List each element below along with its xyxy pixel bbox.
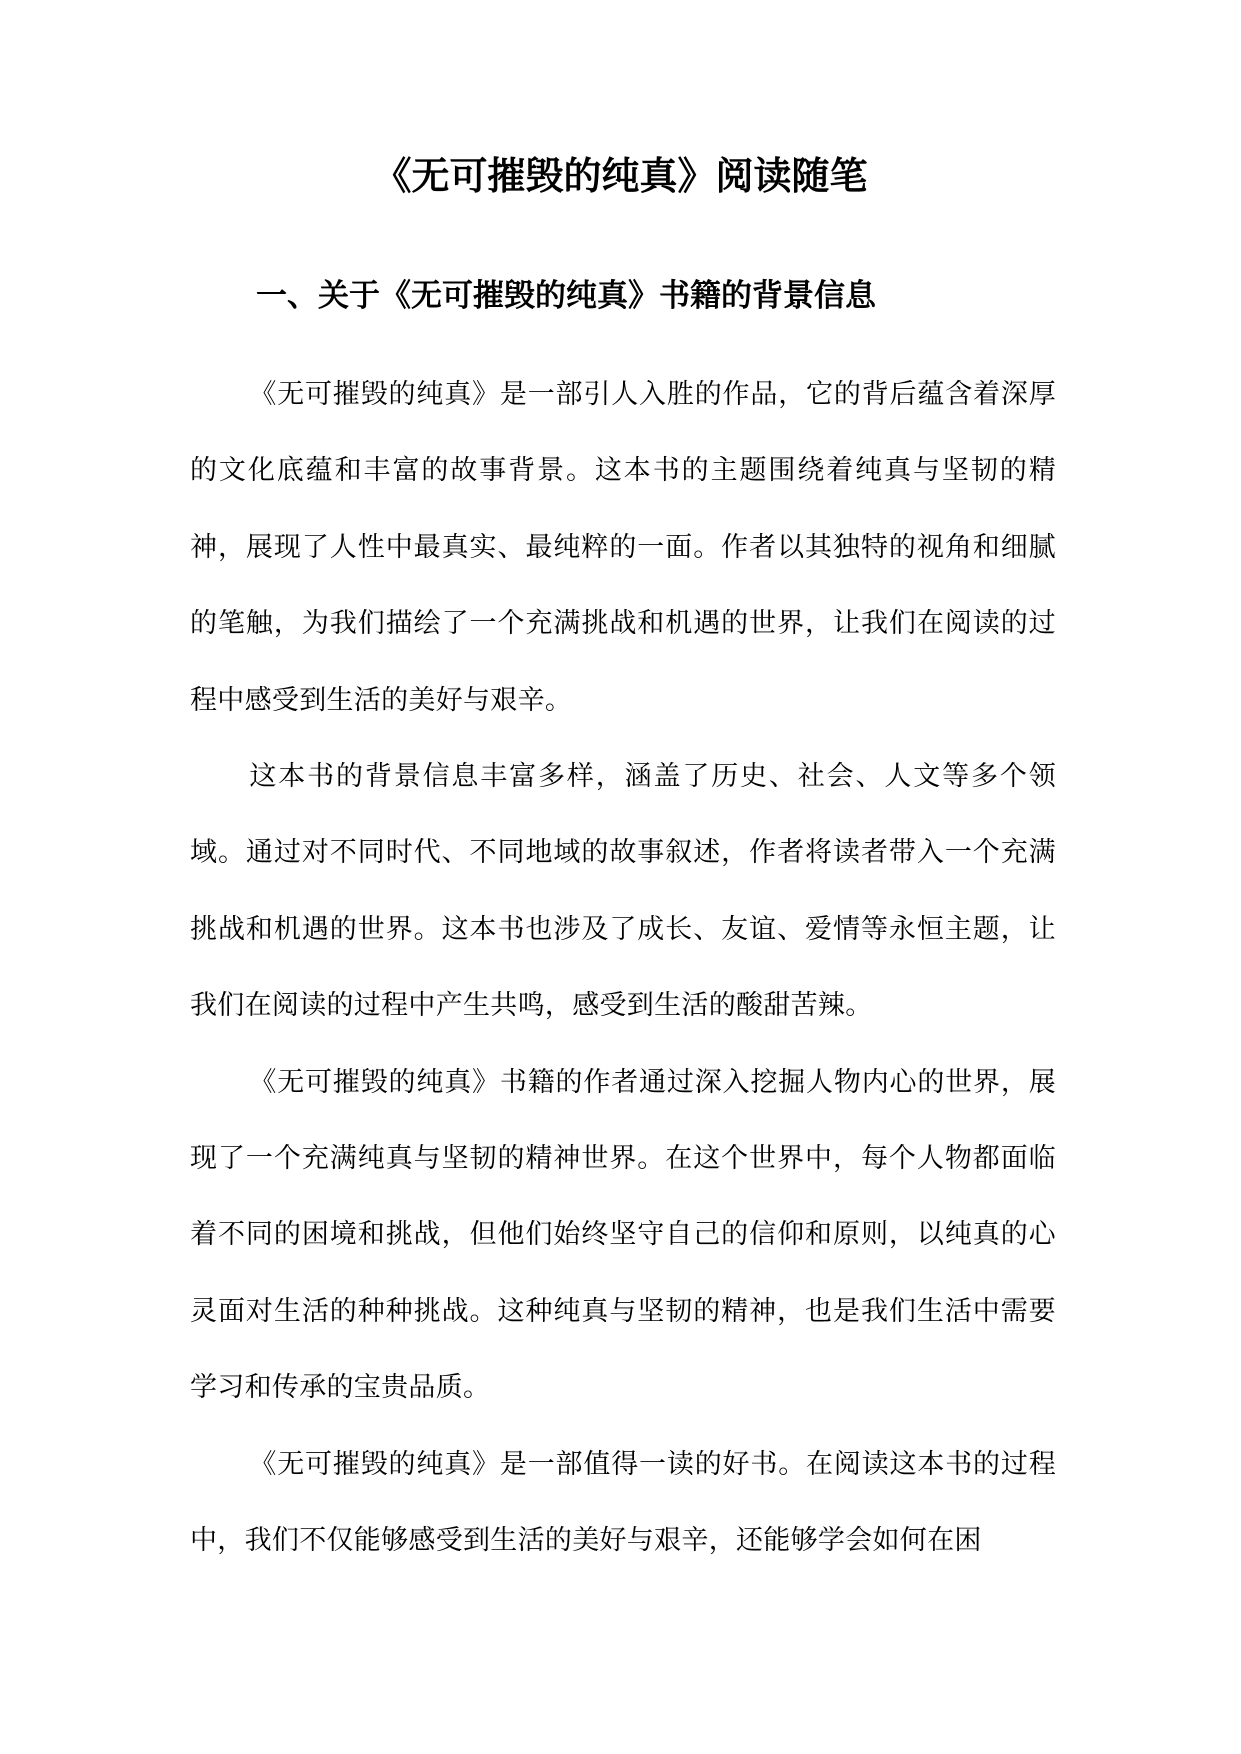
paragraph: 《无可摧毁的纯真》是一部值得一读的好书。在阅读这本书的过程中，我们不仅能够感受到生活的美好与艰辛，还能够学会如何在困 [190,1448,1056,1557]
document-title: 《无可摧毁的纯真》阅读随笔 [373,153,868,198]
paragraph: 这本书的背景信息丰富多样，涵盖了历史、社会、人文等多个领域。通过对不同时代、不同地域的故事叙述，作者将读者带入一个充满挑战和机遇的世界。这本书也涉及了成长、友谊、爱情等永恒主题，让我们在阅读的过程中产生共鸣，感受到生活的酸甜苦辣。 [190,761,1056,1022]
section-heading: 一、关于《无可摧毁的纯真》书籍的背景信息 [256,278,876,314]
body-text [190,357,1056,1580]
paragraph: 《无可摧毁的纯真》书籍的作者通过深入挖掘人物内心的世界，展现了一个充满纯真与坚韧的精神世界。在这个世界中，每个人物都面临着不同的困境和挑战，但他们始终坚守自己的信仰和原则，以纯真的心灵面对生活的种种挑战。这种纯真与坚韧的精神，也是我们生活中需要学习和传承的宝贵品质。 [190,1066,1056,1404]
paragraph: 《无可摧毁的纯真》是一部引人入胜的作品，它的背后蕴含着深厚的文化底蕴和丰富的故事背景。这本书的主题围绕着纯真与坚韧的精神，展现了人性中最真实、最纯粹的一面。作者以其独特的视角和细腻的笔触，为我们描绘了一个充满挑战和机遇的世界，让我们在阅读的过程中感受到生活的美好与艰辛。 [190,379,1056,716]
